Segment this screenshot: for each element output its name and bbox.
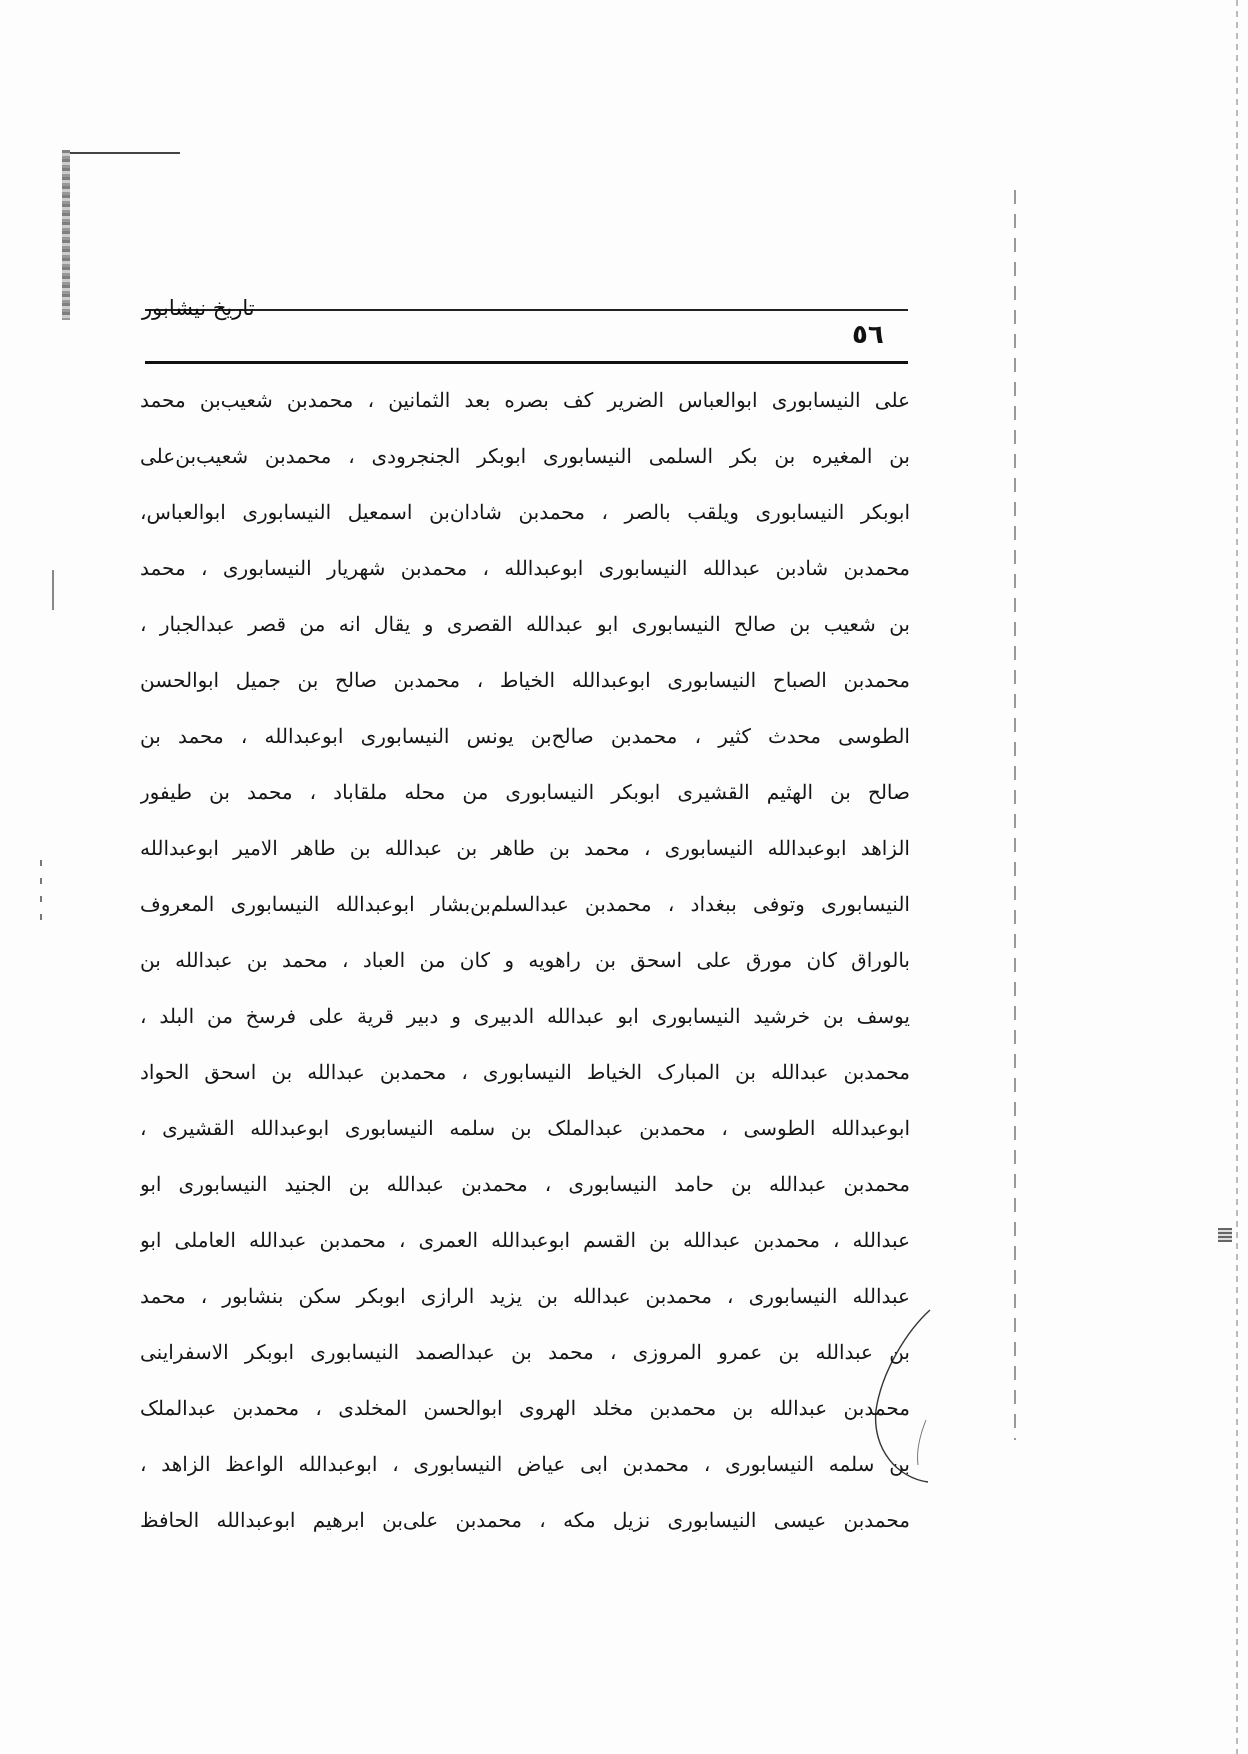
text-line: ابوعبدالله الطوسی ، محمدبن عبدالملک بن سلمه النیسابوری ابوعبدالله القشیری ، bbox=[140, 1116, 910, 1140]
scan-frame-edge bbox=[1014, 190, 1016, 1440]
text-line: بن شعیب بن صالح النیسابوری ابو عبدالله القصری و یقال انه من قصر عبدالجبار ، bbox=[140, 612, 910, 636]
text-line: بن المغیره بن بکر السلمی النیسابوری ابوبکر الجنجرودی ، محمدبن شعیب‌بن‌علی bbox=[140, 444, 910, 468]
text-line: یوسف بن خرشید النیسابوری ابو عبدالله الدبیری و دبیر قریة علی فرسخ من البلد ، bbox=[140, 1004, 910, 1028]
scan-artifact-mark bbox=[1218, 1228, 1232, 1242]
text-line: عبدالله ، محمدبن عبدالله بن القسم ابوعبدالله العمری ، محمدبن عبدالله العاملی ابو bbox=[140, 1228, 910, 1252]
running-title: تاریخ نیشابور bbox=[142, 296, 255, 320]
text-line: صالح بن الهثیم القشیری ابوبکر النیسابوری من محله ملقاباد ، محمد بن طیفور bbox=[140, 780, 910, 804]
header-rule-thick bbox=[145, 361, 908, 364]
body-text bbox=[140, 372, 910, 1548]
text-line: محمدبن عیسی النیسابوری نزیل مکه ، محمدبن علی‌بن ابرهیم ابوعبدالله الحافظ bbox=[140, 1508, 910, 1532]
text-line: علی النیسابوری ابوالعباس الضریر کف بصره بعد الثمانین ، محمدبن شعیب‌بن محمد bbox=[140, 388, 910, 412]
scan-artifact-dots bbox=[40, 860, 42, 920]
text-line: محمدبن عبدالله بن المبارک الخیاط النیسابوری ، محمدبن عبدالله بن اسحق الحواد bbox=[140, 1060, 910, 1084]
scan-artifact-line bbox=[70, 152, 180, 154]
text-line: بن عبدالله بن عمرو المروزی ، محمد بن عبدالصمد النیسابوری ابوبکر الاسفراینی bbox=[140, 1340, 910, 1364]
text-line: محمدبن عبدالله بن محمدبن مخلد الهروی ابوالحسن المخلدی ، محمدبن عبدالملک bbox=[140, 1396, 910, 1420]
text-line: الزاهد ابوعبدالله النیسابوری ، محمد بن طاهر بن عبدالله بن طاهر الامیر ابوعبدالله bbox=[140, 836, 910, 860]
scan-binding-edge bbox=[62, 150, 70, 320]
text-line: بالوراق کان مورق علی اسحق بن راهویه و کان من العباد ، محمد بن عبدالله بن bbox=[140, 948, 910, 972]
text-line: محمدبن الصباح النیسابوری ابوعبدالله الخیاط ، محمدبن صالح بن جمیل ابوالحسن bbox=[140, 668, 910, 692]
text-line: النیسابوری وتوفی ببغداد ، محمدبن عبدالسلم‌بن‌بشار ابوعبدالله النیسابوری المعروف bbox=[140, 892, 910, 916]
text-line: عبدالله النیسابوری ، محمدبن عبدالله بن یزید الرازی ابوبکر سکن بنشابور ، محمد bbox=[140, 1284, 910, 1308]
text-line: الطوسی محدث کثیر ، محمدبن صالح‌بن یونس النیسابوری ابوعبدالله ، محمد بن bbox=[140, 724, 910, 748]
text-line: ابوبکر النیسابوری ویلقب بالصر ، محمدبن شادان‌بن اسمعیل النیسابوری ابوالعباس، bbox=[140, 500, 910, 524]
scan-page-edge bbox=[1236, 0, 1238, 1754]
text-line: بن سلمه النیسابوری ، محمدبن ابی عیاض النیسابوری ، ابوعبدالله الواعظ الزاهد ، bbox=[140, 1452, 910, 1476]
page-number: ٥٦ bbox=[852, 320, 884, 350]
header-rule bbox=[145, 309, 908, 311]
text-line: محمدبن شادبن عبدالله النیسابوری ابوعبدالله ، محمدبن شهریار النیسابوری ، محمد bbox=[140, 556, 910, 580]
text-line: محمدبن عبدالله بن حامد النیسابوری ، محمدبن عبدالله بن الجنید النیسابوری ابو bbox=[140, 1172, 910, 1196]
scan-artifact-dots bbox=[52, 570, 54, 610]
